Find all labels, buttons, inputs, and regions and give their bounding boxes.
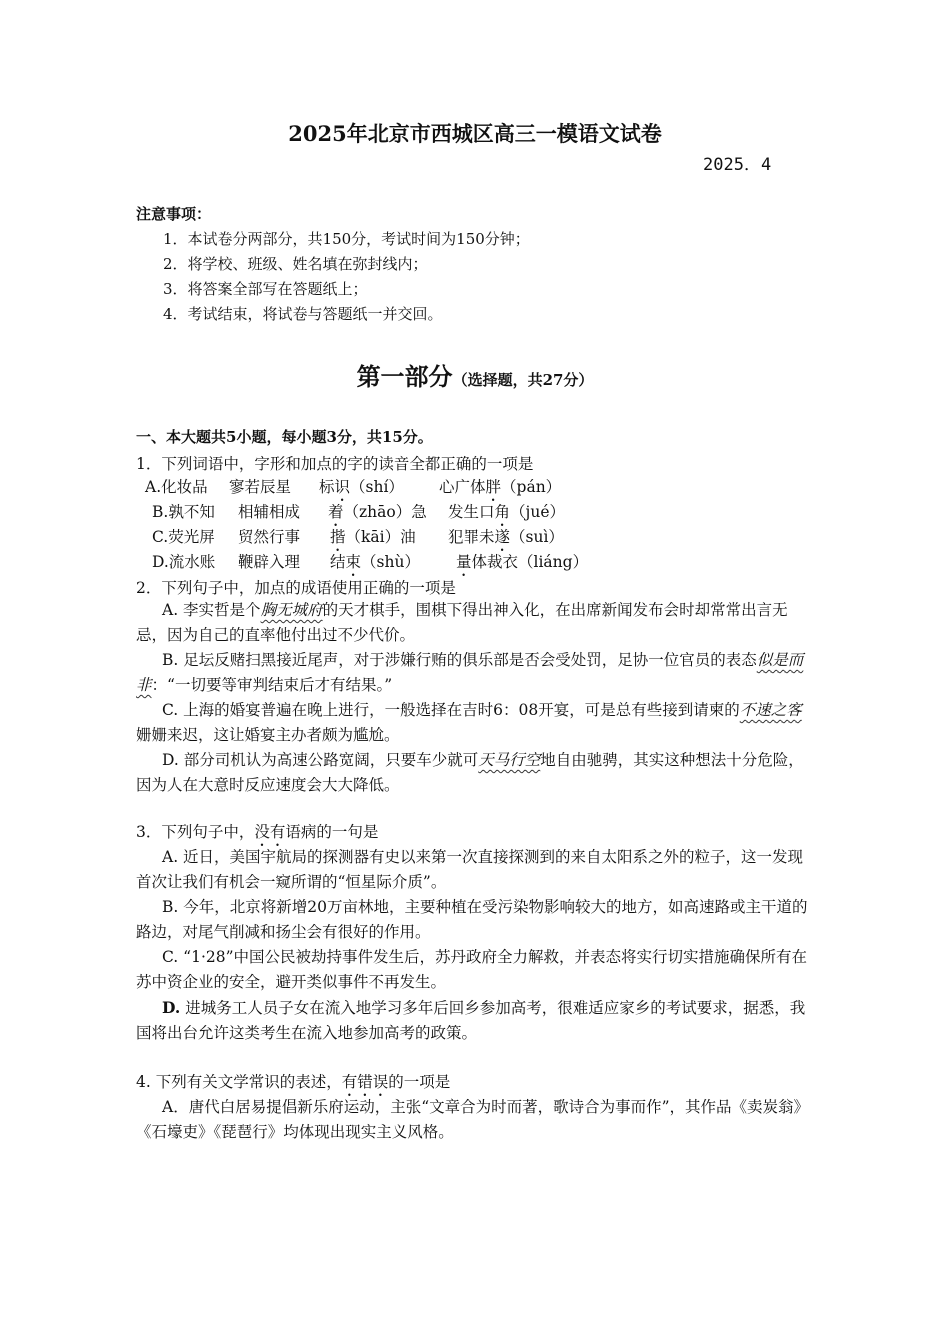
option-word: 贸然行事	[238, 528, 301, 546]
part-heading	[0, 357, 950, 392]
question-2-option-c	[136, 698, 816, 748]
pinyin: （jué）	[510, 503, 565, 521]
pinyin: 体裁衣（liáng）	[471, 553, 589, 571]
dotted-char: 角	[494, 503, 511, 521]
option-text: ：“一切要等审判结束后才有结果。”	[151, 676, 393, 694]
question-4-option-a: A．唐代白居易提倡新乐府运动，主张“文章合为时而著，歌诗合为事而作”，其作品《卖炭翁》《石壕吏》《琵琶行》均体现出现实主义风格。	[136, 1098, 810, 1141]
option-word: 犯罪未	[448, 528, 495, 546]
section-heading: 一、本大题共5小题，每小题3分，共15分。	[136, 428, 433, 446]
pinyin: （suì）	[510, 528, 564, 546]
option-label: D.	[162, 998, 181, 1017]
option-word: C.荧光屏	[152, 528, 215, 546]
question-1-stem	[136, 452, 533, 474]
option-text: 进城务工人员子女在流入地学习多年后回乡参加高考，很难适应家乡的考试要求，据悉，我国将出台允许这类考生在流入地参加高考的政策。	[136, 999, 806, 1042]
option-word: 寥若辰星	[229, 478, 292, 496]
dotted-char: 揩	[330, 528, 346, 546]
question-2-option-a	[136, 598, 816, 648]
option-text: 地自由驰骋，其实这种想法十分危险，因为人在大意时反应速度会大大降低。	[136, 751, 804, 794]
dotted-char: 着	[328, 503, 344, 521]
option-word: 鞭辟入理	[238, 553, 301, 571]
dotted-char: 束	[345, 553, 362, 571]
notice-heading: 注意事项：	[136, 205, 212, 223]
pinyin: （kāi）油	[345, 528, 416, 546]
idiom: 似是而非	[136, 651, 804, 694]
idiom: 不速之客	[739, 701, 802, 719]
page-title: 2025年北京市西城区高三一模语文试卷	[288, 121, 662, 146]
question-2-option-b	[136, 648, 816, 698]
dotted-char: 没有	[254, 823, 286, 841]
option-word: 相辅相成	[238, 503, 301, 521]
dotted-char: 遂	[494, 528, 511, 546]
notice-item: 4．考试结束，将试卷与答题纸一并交回。	[163, 305, 443, 323]
dotted-char: 量	[456, 553, 472, 571]
idiom: 天马行空	[478, 751, 541, 769]
option-text: A. 李实哲是个	[162, 601, 261, 619]
notice-item: 3．将答案全部写在答题纸上；	[163, 280, 368, 298]
option-word: 结	[330, 553, 346, 571]
idiom: 胸无城府	[260, 601, 323, 619]
pinyin: （shí）	[350, 478, 404, 496]
option-word: 心广体	[439, 478, 486, 496]
stem-text: 全都正确的一项是	[409, 455, 534, 473]
stem-text: 的一项是	[388, 1073, 451, 1091]
pinyin: （pán）	[501, 478, 562, 496]
exam-date: 2025．4	[703, 155, 772, 175]
option-text: 的天才棋手，围棋下得出神入化，在出席新闻发布会时却常常出言无忌，因为自己的直率他付出过不少代价。	[136, 601, 788, 644]
option-text: C. 上海的婚宴普遍在晚上进行，一般选择在吉时6：08开宴，可是总有些接到请柬的	[162, 701, 740, 719]
dotted-char: 有错误	[341, 1073, 389, 1091]
question-3-option-b: B. 今年，北京将新增20万亩林地，主要种植在受污染物影响较大的地方，如高速路或主干道的路边，对尾气削减和扬尘会有很好的作用。	[136, 898, 808, 941]
option-text: 姗姗来迟，这让婚宴主办者颇为尴尬。	[136, 726, 400, 744]
stem-text: 4. 下列有关文学常识的表述，	[136, 1073, 342, 1091]
stem-text: 1．下列词语中，字形和加点的字的读音	[136, 455, 410, 473]
question-3-option-a: A. 近日，美国宇航局的探测器有史以来第一次直接探测到的来自太阳系之外的粒子，这一发现首次让我们有机会一窥所谓的“恒星际介质”。	[136, 848, 804, 891]
question-2-option-d	[136, 748, 816, 798]
pinyin: （zhāo）急	[343, 503, 427, 521]
option-text: D. 部分司机认为高速公路宽阔，只要车少就可	[162, 751, 479, 769]
dotted-char: 胖	[485, 478, 502, 496]
option-word: D.流水账	[152, 553, 216, 571]
option-text: B. 足坛反赌扫黑接近尾声，对于涉嫌行贿的俱乐部是否会受处罚，足协一位官员的表态	[162, 651, 757, 669]
part-title: 第一部分	[356, 362, 453, 391]
part-subtitle: （选择题，共27分）	[452, 371, 594, 389]
stem-text: 语病的一句是	[285, 823, 379, 841]
option-word: 发生口	[448, 503, 495, 521]
question-3-option-c: C. “1·28”中国公民被劫持事件发生后，苏丹政府全力解救，并表态将实行切实措施确保所有在苏中资企业的安全，避开类似事件不再发生。	[136, 948, 808, 991]
option-word: B.孰不知	[152, 503, 215, 521]
option-word: 标	[319, 478, 335, 496]
dotted-char: 识	[334, 478, 351, 496]
pinyin: （shù）	[361, 553, 420, 571]
question-2-stem: 2．下列句子中，加点的成语使用正确的一项是	[136, 579, 456, 597]
option-word: A.化妆品	[145, 478, 208, 496]
stem-text: 3．下列句子中，	[136, 823, 255, 841]
notice-item: 2．将学校、班级、姓名填在弥封线内；	[163, 255, 428, 273]
notice-item: 1．本试卷分两部分，共150分，考试时间为150分钟；	[163, 230, 530, 248]
question-3-option-d	[136, 995, 816, 1046]
